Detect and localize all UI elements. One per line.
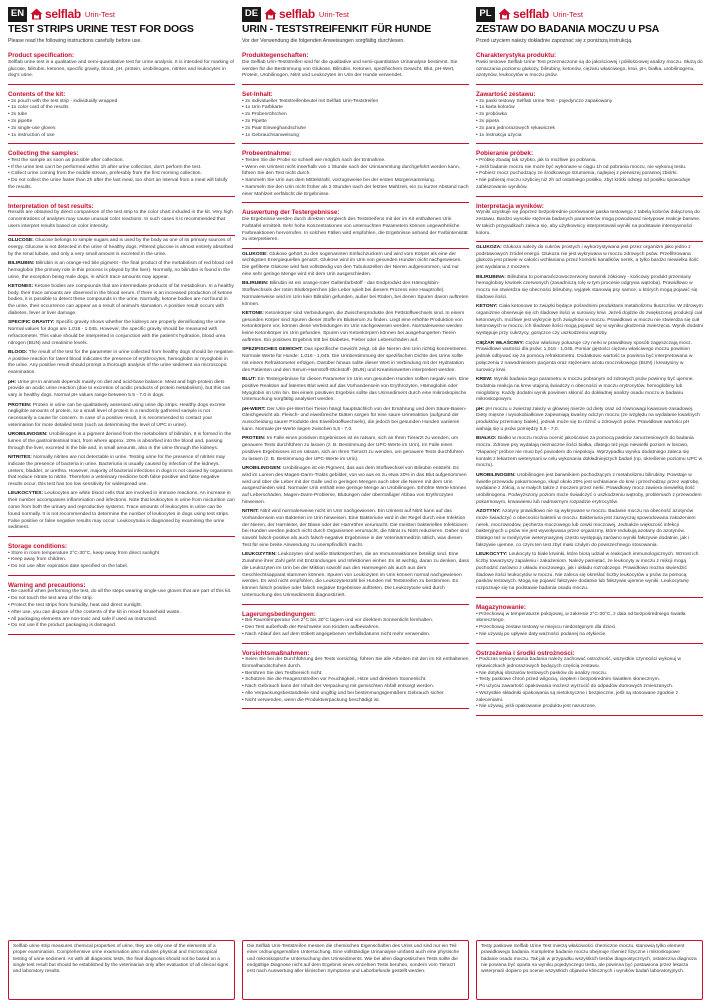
section-heading: Zawartość zestawu: bbox=[476, 91, 536, 99]
parameter-name: NITRIT: bbox=[242, 509, 259, 515]
bullet-item: • Sammeln Sie den Urin nicht früher als 2 Stunden nach der letzten Mahlzeit, ein zu kurzer Abstand nach einer Mahlzeit verfälscht die Ergebnisse. bbox=[242, 185, 469, 199]
bullet-list bbox=[242, 99, 469, 140]
section-divider bbox=[242, 604, 469, 605]
parameter-text: Glukose gehört zu den sogenannten Einfachzuckern und wird vom Körper als eine der wichtigsten Energiequellen genutzt. Glukose wird im Urin von gesunden Hunden nicht nachgewiesen. Die gefilterte Glukose wird fast vollständig von den Tubuluszellen der Nieren aufgenommen, und nur eine sehr geringe Menge wird mit dem Urin ausgeschieden. bbox=[242, 251, 462, 277]
parameter-name: pH: bbox=[8, 379, 17, 385]
section-divider bbox=[8, 575, 235, 576]
bullet-item: • Podczas wykonywania badania należy zachować ostrożność, wszystkie czynności wykonuj w rękawiczkach jednorazowych będących częścią zestawu. bbox=[476, 657, 703, 671]
parameter-text: Bilirubin ist ein orange-roter Gallenfarbstoff - das Endprodukt des Hämoglobin-Stoffwechsels der roten Blutkörperchen (die Leber spielt bei diesem Prozess eine Hauptrolle). Normalerweise wird im Urin kein Bilirubin gefunden, außer bei Rüden, bei denen Spuren davon auftreten können. bbox=[242, 281, 469, 307]
column-en bbox=[8, 6, 235, 1000]
parameter-name: pH: bbox=[476, 406, 485, 412]
section-heading: Vorsichtsmaßnahmen: bbox=[242, 649, 310, 657]
bullet-item: • Berühren Sie den Testbereich nicht. bbox=[242, 671, 469, 678]
parameter-paragraph bbox=[242, 311, 469, 345]
parameter-text: Im Falle eines positiven Ergebnisses ist es ratsam, sich an Ihren Tierarzt zu wenden, um genauere Tests durchführen zu lassen (z. B. Bestimmung der UPC-Werte im Urin). Im Falle eines positiven Ergebnisses ist es ratsam, sich an Ihren Tierarzt zu wenden, um genauere Tests durchführen zu lassen (z. B. Bestimmung der UPC-Werte im Urin). bbox=[242, 436, 464, 462]
bullet-item: • Keep away from children. bbox=[8, 557, 235, 564]
brand-name: selflab bbox=[45, 7, 81, 21]
parameter-name: KETONE: bbox=[242, 310, 264, 316]
bullet-item: • Jeśli badanie moczu nie może być wykonane w ciągu 1h od pobrania moczu, nie wykonuj testu. bbox=[476, 165, 703, 172]
section-divider bbox=[8, 235, 235, 236]
bullet-item: • Testy paskowe chroń przed wilgocią, ciepłem i bezpośrednim światłem słonecznym. bbox=[476, 677, 703, 684]
section-divider bbox=[476, 84, 703, 85]
column-header bbox=[8, 6, 235, 22]
parameter-text: Glukoza należy do cukrów prostych i wykorzystywana jest przez organizm jako jedno z podstawowych źródeł energii. Glukoza nie jest wykrywana w moczu zdrowych psów. Przefiltrowana glukoza jest prawie w całości wchłaniana przez komórki kanalików nerek, a tylko bardzo niewielka ilość jest wydalana z moczem. bbox=[476, 244, 699, 271]
bullet-list bbox=[8, 158, 235, 192]
section-heading: Interpretation of test results: bbox=[8, 202, 94, 210]
bullet-item: • Den Test außerhalb der Reichweite von Kindern aufbewahren. bbox=[242, 625, 469, 632]
section-divider bbox=[242, 202, 469, 203]
bullet-item: • Bei Raumtemperatur von 2°C bis 30°C lagern und vor direktem Sonnenlicht fernhalten. bbox=[242, 618, 469, 625]
parameter-name: BILIRUBIN: bbox=[8, 260, 35, 266]
dog-house-logo-icon bbox=[264, 8, 277, 20]
bullet-item: • 2x single-use gloves bbox=[8, 126, 235, 133]
section-divider bbox=[242, 84, 469, 85]
section-heading: Lagerungsbedingungen: bbox=[242, 610, 316, 618]
bullet-item: • Nie używaj, jeśli opakowanie produktu jest naruszone. bbox=[476, 704, 703, 711]
parameter-name: UROBILINOGEN: bbox=[8, 432, 48, 438]
parameter-text: Urobilinogen ist ein Pigment, das aus dem Stoffwechsel von Bilirubin entsteht. Es wird im Lumen des Magen-Darm-Trakts gebildet, von wo aus es zu etwa 20% in das Blut aufgenommen wird und über die Leber mit der Galle und in geringen Mengen auch über die Nieren mit dem Urin ausgeschieden wird. Normaler Urin enthält eine geringe Menge an Urobilinogen. Erhöhte Werte können auf Leberschäden, Magen-Darm-Probleme, Blutungen oder übermäßiger Abbau von Erythrozyten hinweisen. bbox=[242, 465, 467, 505]
bullet-item: • Po użyciu zawartość opakowania możesz wyrzucić do odpadów domowych zmieszanych. bbox=[476, 684, 703, 691]
parameter-name: LEUKOZYTEN: bbox=[242, 552, 277, 558]
section-divider bbox=[8, 143, 235, 144]
parameter-paragraph bbox=[476, 552, 703, 593]
intro-text: Vor der Verwendung die folgenden Anweisungen sorgfältig durchlesen. bbox=[242, 37, 405, 44]
parameter-text: Nitrit wird normalerweise nicht im Urin nachgewiesen. Ein Urintest auf Nitrit kann auf das Vorhandensein von Bakterien im Urin hinweisen. Eine Bakteriurie wird in der Regel durch eine Infektion der Nieren, der Harnleiter, der Blase oder der Harnröhre verursacht. Die meisten bakteriellen Infektionen bei Hunden werden jedoch nicht durch Organismen verursacht, die Nitrat zu Nitrit reduzieren. Daher sind sowohl falsch-positive als auch falsch-negative Ergebnisse in der Veterinärmedizin üblich, was diesen Test für eine breite Anwendung zu unempfindlich macht. bbox=[242, 509, 469, 548]
parameter-name: BIAŁKO: bbox=[476, 436, 497, 442]
section-text: Die Selflab Urin-Teststreifen sind für die qualitative und semi-quantitative Urinanalyse bestimmt. Sie werden für die Bestimmung von Glukose, Bilirubin, Ketonen, spezifischem Gewicht, Blut, pH-Wert, Protein, Urobilinogen, Nitrit und Leukozyten im Urin der Hunde verwendet. bbox=[242, 59, 458, 79]
bullet-item: • Protect the test strips from humidity, heat and direct sunlight. bbox=[8, 603, 235, 610]
language-code-badge: DE bbox=[242, 7, 261, 22]
footer-disclaimer-box: Testy paskowe Selflab Urine Test mierzą właściwości chemiczne moczu, stanowią tylko element prawidłowego badania. Kompletne badanie moczu obejmuje również fizyczne i mikroskopowe badanie osadu moczu. Tak jak w przypadku wszystkich testów diagnostycznych, ostateczna diagnoza nie powinna być oparta na wyniku pojedynczego testu, ale powinna być postawiona przez lekarza weterynarii dopiero po ocenie wszystkich objawów klinicznych i wyników badań laboratoryjnych. bbox=[476, 940, 703, 1000]
bullet-item: • If the urine test can't be performed within 1h after urine collection, don't perform the test. bbox=[8, 165, 235, 172]
bullet-item: • All packaging elements are non-toxic and safe if used as instructed. bbox=[8, 617, 235, 624]
parameter-text: Leukozyten sind weiße Blutkörperchen, die an Immunreaktionen beteiligt sind. Eine Zunahme ihrer Zahl geht mit Entzündungen und Infektionen einher. Es ist wichtig, daran zu denken, dass die Leukozyten im Urin bei der Miktion sowohl aus den Harnwegen als auch aus dem Geschlechtsapparat stammen können. Spuren von Leukozyten im Urin können normal nachgewiesen werden. Es wird nicht empfohlen, die Leukozytenzahl bei Hunden mit Teststreifen zu bestimmen. Es können falsch positive oder falsch negative Ergebnisse auftreten. Die Leukozyturie wird durch Untersuchung des Urinsediments diagnostiziert. bbox=[242, 552, 469, 598]
column-header bbox=[476, 6, 703, 22]
parameter-text: Protein in urine can be qualitatively assessed using urine dip strips. Healthy dogs excrete negligible amounts of protein, so a small level of protein in a randomly gathered sample is not necessarily a cause for concern. In case of a positive result, it is recommended to contact your veterinarian for more detailed tests (such as determining the level of UPC in urine). bbox=[8, 402, 226, 428]
parameter-paragraph bbox=[242, 466, 469, 507]
section-heading: Product specification: bbox=[8, 52, 75, 60]
parameter-name: SPECIFIC GRAVITY: bbox=[8, 320, 55, 326]
footer-disclaimer-box: Selflab urine strip measures chemical properties of urine, they are only one of the elements of a proper examination. Comprehensive urine examination also includes physical and microscopical testing of urine sediment. As with all diagnostic tests, the final diagnosis should not be based on a single test result but should be established by the veterinarian only after evaluation of all clinical signs and laboratory results. bbox=[8, 940, 235, 1000]
parameter-paragraph bbox=[476, 275, 703, 302]
parameter-name: GLUCOSE: bbox=[8, 238, 34, 244]
parameter-text: pH moczu u zwierząt zależy w głównej mierze od diety oraz od równowagi kwasowo-zasadowej. Diety mięsne i wysokobiałkowe zapewniają kwaśny odczyn moczu (ze względu na wydalanie kwaśnych produktów przemiany białek), jednak może się to różnić u zdrowych psów. Prawidłowe wartości pH wahają się u psów pomiędzy 5,5 - 7,0. bbox=[476, 406, 700, 432]
bullet-list bbox=[242, 158, 469, 199]
bullet-item: • Do not use if the product packaging is damaged. bbox=[8, 623, 235, 630]
parameter-text: Bilirubin is an orange-red bile pigment - the final product of the metabolism of red blood cell hemoglobin (the primary role in this process is played by the liver). Normally, no bilirubin is found in the urine, the exception being male dogs, in which trace amounts may appear. bbox=[8, 260, 233, 280]
bullet-item: • After use, you can dispose of the contents of the kit in mixed household waste. bbox=[8, 610, 235, 617]
parameter-paragraph bbox=[8, 261, 235, 281]
section-divider bbox=[476, 196, 703, 197]
parameter-text: Azotyny prawidłowo nie są wykrywane w moczu. Badanie moczu na obecność azotynów może świadczyć o obecności bakterii w moczu. Bakteriuria jest zazwyczaj spowodowana zakażeniem nerek, moczowodów, pęcherza moczowego lub cewki moczowej. Jednakże większość infekcji bakteryjnych u psów nie jest wywoływana przez organizmy, które redukują azotany do azotynów. Dlatego też w medycynie weterynaryjnej często występują zarówno wyniki fałszywie dodatnie, jak i fałszywie ujemne, co czyni ten test zbyt mało czułym do powszechnego stosowania. bbox=[476, 509, 696, 548]
column-title: TEST STRIPS URINE TEST FOR DOGS bbox=[8, 23, 194, 35]
column-de bbox=[242, 6, 469, 1000]
bullet-item: • Nach Gebrauch kann der Inhalt der Verpackung mit gemischten Abfall entsorgt werden. bbox=[242, 684, 469, 691]
parameter-name: pH-WERT: bbox=[242, 406, 266, 412]
section-text: Paski testowe Selflab Urine Test przeznaczone są do jakościowej i półilościowej analizy moczu. Służą do oznaczania poziomu glukozy, bilirubiny, ketonów, ciężaru właściwego, krwi, pH, białka, urobilinogenu, azotynów, leukocytów w moczu psów. bbox=[476, 59, 703, 79]
section-divider bbox=[242, 643, 469, 644]
bullet-item: • Nie używaj po upływie daty ważności podanej na etykiecie. bbox=[476, 632, 703, 639]
bullet-item: • Alle Verpackungsbestandteile sind ungiftig und bei bestimmungsgemäßem Gebrauch sicher. bbox=[242, 691, 469, 698]
bullet-item: • 1x instruction of use bbox=[8, 133, 235, 140]
bullet-item: • Przechowuj w temperaturze pokojowej, w zakresie 2°C-30°C, z dala od bezpośredniego światła słonecznego. bbox=[476, 612, 703, 626]
column-title: ZESTAW DO BADANIA MOCZU U PSA bbox=[476, 23, 660, 35]
bullet-item: • 2x pipeta bbox=[476, 119, 703, 126]
parameter-text: Ciała ketonowe to związki będące pośrednimi produktami metabolizmu tłuszczów. W zdrowym organizmie obserwuje się ich śladowe ilości w surowicy krwi. Jeżeli dojdzie do zwiększonej produkcji ciał ketonowych, możliwe jest wykrycie tych związków w moczu. Prawidłowo w moczu nie stwierdza się ciał ketonowych w moczu, ich śladowe ilości mogą pojawić się w wyniku głodzenia zwierzęcia. Wynik dodatni występuje przy cukrzycy, gorączce czy uszkodzeniu wątroby. bbox=[476, 304, 703, 337]
brand-name: selflab bbox=[513, 7, 549, 21]
parameter-text: The result of the test for the parameter in urine collected from healthy dogs should be negative. A positive reaction for latent blood indicates the presence of erythrocytes, hemoglobin or myoglobin in the urine. Any positive result should prompt a thorough analysis of the urine sediment via microscopic examination. bbox=[8, 349, 235, 376]
parameter-name: GLUKOSE: bbox=[242, 251, 268, 257]
parameter-name: LEUKOCYTY: bbox=[476, 552, 508, 558]
parameter-text: Ketone bodies are compounds that are intermediate products of fat metabolism. In a healthy body, their trace amounts are observed in the blood serum. If there is an increased production of ketone bodies, it is possible to detect these compounds in the urine. Normally, ketone bodies are not found in the urine, their occurrence can appear as a result of animal's starvation. A positive result occurs with diabetes, fever or liver damage. bbox=[8, 283, 234, 316]
column-body bbox=[476, 52, 703, 940]
bullet-list bbox=[8, 551, 235, 571]
section-text: Results are obtained by direct comparison of the test strip to the color chart included in the kit. Very high concentrations of analytes may cause unusual color reactions. In such cases it is recommended that users interpret results based on color intensity. bbox=[8, 210, 233, 229]
section-heading: Pobieranie próbek: bbox=[476, 150, 534, 158]
bullet-list bbox=[8, 99, 235, 140]
parameter-paragraph bbox=[242, 436, 469, 463]
parameter-paragraph bbox=[8, 432, 235, 452]
section-divider bbox=[8, 84, 235, 85]
parameter-name: SPEZIFISCHES GEWICHT: bbox=[242, 347, 303, 353]
bullet-list bbox=[242, 618, 469, 638]
bullet-item: • Do not use after expiration date specified on the label. bbox=[8, 564, 235, 571]
parameter-paragraph bbox=[242, 407, 469, 434]
parameter-text: Ein Testergebnisse für diesen Parameter im Urin von gesunden Hunden sollten negativ sein. Eine positive Reaktion auf latentes Blut weist auf das Vorhandensein von Erythrozyten, Hämoglobin oder Myoglobin im Urin hin. Bei einem positiven Ergebnis sollte das Urinsediment durch eine mikroskopische Untersuchung sorgfältig analysiert werden. bbox=[242, 377, 469, 403]
language-code-badge: PL bbox=[476, 7, 495, 22]
bullet-item: • Test the sample as soon as possible after collection. bbox=[8, 158, 235, 165]
section-text: Selflab urine test is a qualitative and semi-quantitative test for urine analysis. It is intended for marking of glucose, bilirubin, ketones, specific gravity, blood, pH, protein, urobilinogen, nitrites and leukocytes in dog's urine. bbox=[8, 59, 234, 79]
bullet-list bbox=[476, 99, 703, 140]
section-divider bbox=[476, 715, 703, 716]
section-divider bbox=[476, 241, 703, 242]
bullet-item: • 2x Probenröhrchen bbox=[242, 112, 469, 119]
parameter-name: GLUKOZA: bbox=[476, 244, 502, 250]
parameter-paragraph bbox=[476, 407, 703, 434]
bullet-item: • Pobierz mocz pochodzący ze środkowego strumienia, najlepiej z pierwszej porannej zbiórki. bbox=[476, 171, 703, 178]
bullet-item: • Collect urine coming from the middle stream, preferably from the first morning collection. bbox=[8, 171, 235, 178]
parameter-paragraph bbox=[242, 377, 469, 404]
parameter-text: Ketonkörper sind Verbindungen, die Zwischenprodukte des Fettstoffwechsels sind. In einem gesunden Körper sind Spuren dieser Stoffe im Blutserum zu finden. Liegt eine erhöhte Produktion von Ketonkörpern vor, können diese Verbindungen im Urin nachgewiesen werden. Normalerweise werden keine Ketonkörper im Urin gefunden. Spuren von Ketonkörpern können bei ausgehungerten Tieren auftreten. Ein positives Ergebnis tritt bei Diabetes, Fieber oder Leberschäden auf. bbox=[242, 310, 465, 343]
parameter-paragraph bbox=[476, 304, 703, 338]
bullet-item: • 2x tube bbox=[8, 112, 235, 119]
bullet-item: • Sammeln Sie Urin aus dem Mittelstrahl, vorzugsweise bei der ersten Morgensammlung. bbox=[242, 178, 469, 185]
parameter-text: Leukocyty to białe krwinki, które biorą udział w reakcjach immunologicznych. Wzrost ich liczby towarzyszy zapaleniu i zakażeniom. Należy pamiętać, że leukocyty w moczu z mikcji mogą pochodzić zarówno z układu moczowego, jak i układu rozrodczego. Prawidłowo można stwierdzić śladowe ilości leukocytów w moczu. Nie zaleca się określać liczby leukocytów u psów za pomocą pasków testowych. Mogą się pojawić fałszywie dodatnie lub fałszywie ujemne wyniki. Leukocyturię rozpoznaje się na podstawie badania osadu moczu. bbox=[476, 552, 699, 592]
bullet-item: • Schützen Sie die Reagenzstreifen vor Feuchtigkeit, Hitze und direktem Sonnenlicht. bbox=[242, 677, 469, 684]
bullet-item: • Nicht verwenden, wenn die Produktverpackung beschädigt ist. bbox=[242, 698, 469, 705]
bullet-item: • 2x para jednorazowych rękawiczek bbox=[476, 126, 703, 133]
parameter-paragraph bbox=[242, 252, 469, 279]
parameter-name: AZOTYNY: bbox=[476, 509, 501, 515]
bullet-item: • Do not touch the test area of the strip. bbox=[8, 596, 235, 603]
bullet-list bbox=[476, 612, 703, 639]
parameter-text: Normally nitrites are not detectable in urine. Testing urine for the presence of nitrites may indicate the presence of bacteria in urine. Bacteriuria is usually caused by infection of the kidneys, ureters, bladder, or urethra. However, majority of bacterial infections in dogs is not caused by organisms that reduce nitrate to nitrite. Therefore a veterinary medicine both false positive and false negative results occur, this test has too low sensitivity for widespread use. bbox=[8, 455, 233, 488]
column-header bbox=[242, 6, 469, 22]
parameter-name: KREW: bbox=[476, 377, 493, 383]
bullet-item: • 2x probówka bbox=[476, 112, 703, 119]
bullet-list bbox=[476, 657, 703, 711]
parameter-name: BLOOD: bbox=[8, 349, 28, 355]
parameter-name: BILIRUBINA: bbox=[476, 274, 506, 280]
bullet-item: • Store in room temperature 2°C-30°C, keep away from direct sunlight bbox=[8, 551, 235, 558]
section-heading: Magazynowanie: bbox=[476, 603, 527, 611]
selflab-logo bbox=[498, 7, 583, 21]
section-heading: Charakterystyka produktu: bbox=[476, 52, 557, 60]
parameter-text: Das spezifische Gewicht zeigt, ob die Nieren den Urin richtig konzentrieren. Normale Werte für Hunde: 1,016 - 1,045. Die Urinbestimmung der spezifischen Dichte des Urins sollte mit einem Refraktometer erfolgen. Darüber hinaus sollte dieser Wert in Verbindung mit der Hydratation des Patienten und den Serum-Harnstoff-Stickstoff- (BUN) und Kreatininwerten interpretiert werden. bbox=[242, 347, 468, 373]
parameter-paragraph bbox=[476, 245, 703, 272]
selflab-logo bbox=[264, 7, 349, 21]
section-heading: Auswertung der Testergebnisse: bbox=[242, 209, 340, 217]
parameter-name: UROBILINOGEN: bbox=[476, 472, 516, 478]
parameter-text: Białko w moczu można ocenić jakościowo za pomocą pasków zanurzeniowych do badania moczu. Zdrowe psy wydalają nieznaczne ilości białka, dlatego też jego niewielki poziom w losowo, "złapanej" próbce nie musi być powodem do niepokoju. Wprzypadku wyniku dodatniego zaleca się kontakt z lekarzem weterynarii w celu wykonania dokładniejszych badań (np. określenie poziomu UPC w moczu). bbox=[476, 436, 703, 469]
bullet-item: • Nie dotykaj obszarów testowych pasków do analizy moczu. bbox=[476, 671, 703, 678]
bullet-item: • 1x Urin Farbkarte bbox=[242, 105, 469, 112]
footer-disclaimer-box: Die Selflab Urin-Teststreifen messen die chemischen Eigenschaften des Urins und sind nur ein Teil einer ordnungsgemäßen Untersuchung. Eine vollständige Urinanalyse umfasst auch eine physische und mikroskopische Untersuchung des Urinsediments. Wie bei allen diagnostischen Tests sollte die endgültige Diagnose nicht auf dem Ergebnis eines einzelnen Tests beruhen, sondern vom Tierarzt erst nach Auswertung aller klinischen Symptome und Laborbefunde gestellt werden. bbox=[242, 940, 469, 1000]
bullet-item: • 1x instrukcja użycia bbox=[476, 133, 703, 140]
bullet-item: • 1x karta kolorów bbox=[476, 105, 703, 112]
parameter-name: KETONES: bbox=[8, 283, 34, 289]
parameter-text: Urobilinogen jest barwnikiem pochodzącym z metabolizmu bilirubiny. Powstaje w świetle przewodu pokarmowego, skąd około 20% jest wchłaniane do krwi i przechodząc przez wątrobę, wydalane z żółcią, a w małych także z moczem przez nerki. Prawidłowy mocz zawiera niewielką ilość urobilinogenu. Podwyższony poziom może świadczyć o uszkodzeniu wątroby, problemach z przewodem pokarmowym, krwawieniu lub nadmiernym rozpadzie erytrocytów. bbox=[476, 472, 702, 505]
bullet-item: • Seien Sie bei der Durchführung des Tests vorsichtig, führen Sie alle Arbeiten mit den im Kit enthaltenen Einmalhandschuhen durch. bbox=[242, 657, 469, 671]
parameter-text: Urine pH in animals depends mainly on diet and acid-base balance. Meat and high-protein diets provide an acidic urine reaction (due to excretion of acidic products of protein metabolism), but this can vary in healthy dogs. Normal pH values range between 5.5 - 7.0 in dogs. bbox=[8, 379, 231, 399]
bullet-item: • 2x pipette bbox=[8, 119, 235, 126]
language-code-badge: EN bbox=[8, 7, 27, 22]
brand-name: selflab bbox=[279, 7, 315, 21]
parameter-paragraph bbox=[476, 341, 703, 375]
brand-subtitle: Urin-Test bbox=[318, 9, 349, 19]
dog-house-logo-icon bbox=[30, 8, 43, 20]
parameter-paragraph bbox=[8, 320, 235, 347]
bullet-item: • Wenn ein Urintest nicht innerhalb von 1 Stunde nach der Urinsammlung durchgeführt werden kann, führen Sie den Test nicht durch. bbox=[242, 165, 469, 179]
selflab-logo bbox=[30, 7, 115, 21]
parameter-name: NITRITES: bbox=[8, 455, 32, 461]
bullet-item: • 1x color card of the results bbox=[8, 105, 235, 112]
parameter-name: BLUT: bbox=[242, 377, 257, 383]
brand-subtitle: Urin-Test bbox=[84, 9, 115, 19]
bullet-item: • Testen Sie die Probe so schnell wie möglich nach der Entnahme. bbox=[242, 158, 469, 165]
parameter-text: Glucose belongs to simple sugars and is used by the body as one of its primary sources of energy. Glucose is not detected in the urine of healthy dogs. Filtered glucose is almost entirely absorbed by the renal tubule, and only a very small amount is excreted in the urine. bbox=[8, 238, 234, 257]
section-heading: Collecting the samples: bbox=[8, 150, 79, 158]
bullet-item: • Przechowuj zestaw testowy w miejscu niedostępnym dla dzieci. bbox=[476, 625, 703, 632]
column-title: URIN - TESTSTREIFENKIT FÜR HUNDE bbox=[242, 23, 432, 35]
parameter-paragraph bbox=[8, 455, 235, 489]
bullet-item: • Wszystkie składniki opakowania są nietoksyczne i bezpieczne, jeśli są stosowane zgodnie z zaleceniami. bbox=[476, 691, 703, 705]
parameter-name: PROTEIN: bbox=[242, 436, 266, 442]
bullet-item: • 2x individueller Teststreifenbeutel mit Selflab Urin-Teststreifen bbox=[242, 99, 469, 106]
bullet-item: • 2x pouch with the test strip - individually wrapped bbox=[8, 99, 235, 106]
parameter-paragraph bbox=[8, 284, 235, 318]
section-divider bbox=[476, 143, 703, 144]
section-divider bbox=[8, 196, 235, 197]
parameter-paragraph bbox=[8, 350, 235, 377]
bullet-list bbox=[8, 589, 235, 630]
parameter-name: UROBILINOGEN: bbox=[242, 465, 282, 471]
section-text: Die Ergebnisse werden durch direkten Vergleich des Teststreifens mit der im Kit enthaltenen Urin Farbtafel ermittelt. Sehr hohe Konzentrationen von untersuchten Parametern können ungewöhnliche Farbreaktionen hervorrufen. In solchen Fällen wird empfohlen, die Ergebnisse anhand der Farbintensität zu interpretieren. bbox=[242, 216, 468, 243]
section-heading: Probeentnahme: bbox=[242, 150, 292, 158]
parameter-paragraph bbox=[476, 509, 703, 550]
column-body bbox=[8, 52, 235, 940]
parameter-text: Urobilinogen is a pigment derived from the metabolism of bilirubin. It is formed in the lumen of the gastrointestinal tract, from where approx. 20% is absorbed into the blood and, passing through the liver, excreted in the bile and, in small amounts, also in the urine through the kidneys. bbox=[8, 432, 232, 451]
parameter-name: BILIRUBIN: bbox=[242, 281, 269, 287]
parameter-text: Ciężar właściwy pokazuje czy nerki w prawidłowy sposób zagęszczają mocz. Prawidłowe wartości dla psów: 1,016 - 1,045. Pomiar gęstości ciężaru właściwego moczu powinien jednak odbywać się za pomocą refraktometru. Dodatkowo wartość ta powinna być interpretowana w połączeniu z nawodnieniem pacjenta oraz stężeniem azotu mocznikowego (BUN) i kreatyniny w surowicy krwi. bbox=[476, 340, 693, 373]
intro-text: Please read the following instructions carefully before use. bbox=[8, 37, 142, 44]
section-heading: Interpretacja wyników: bbox=[476, 202, 544, 210]
bullet-item: • 2x paski testowy Selflab Urine Test - pojedynczo zapakowany bbox=[476, 99, 703, 106]
parameter-paragraph bbox=[242, 347, 469, 374]
intro-text: Przed użyciem należy dokładnie zapoznać się z poniższą instrukcją. bbox=[476, 37, 633, 44]
parameter-paragraph bbox=[242, 509, 469, 550]
section-divider bbox=[8, 536, 235, 537]
bullet-item: • Be careful when performing the test, do all the steps wearing single-use gloves that are part of this kit. bbox=[8, 589, 235, 596]
parameter-paragraph bbox=[242, 552, 469, 599]
bullet-item: • Nach Ablauf des auf dem Etikett angegebenen Verfallsdatums nicht mehr verwenden. bbox=[242, 632, 469, 639]
column-body bbox=[242, 52, 469, 940]
section-heading: Produktegenschaften: bbox=[242, 52, 309, 60]
parameter-paragraph bbox=[476, 473, 703, 507]
bullet-item: • 2x Paar Einweghandschuhe bbox=[242, 126, 469, 133]
section-heading: Contents of the kit: bbox=[8, 91, 66, 99]
parameter-text: Wyniki badania tego parametru w moczu pobranym od zdrowych psów powinny być ujemne. Dodatnia reakcja na krew utajoną świadczy o obecności w moczu erytrocytów, hemoglobiny lub mioglobiny. Każdy dodatni wynik powinien skłonić do dokładnej analizy osadu moczu w badaniu mikroskopowym. bbox=[476, 377, 694, 403]
section-text: Wyniki uzyskuje się poprzez bezpośrednie porównanie paska testowego z tabelą kolorów dołączoną do zestawu. Bardzo wysokie stężenia badanych parametrów mogą powodować nietypowe reakcje barwne. W takich przypadkach zaleca się, aby użytkownicy interpretowali wyniki na podstawie intensywności koloru. bbox=[476, 210, 701, 236]
parameter-name: LEUKOCYTES: bbox=[8, 491, 44, 497]
bullet-item: • Nie pobieraj moczu szybciej niż 2h od ostatniego posiłku, zbyt krótki odstęp od posiłku spowoduje zafałszowanie wyników. bbox=[476, 178, 703, 192]
parameter-name: KETONY: bbox=[476, 304, 498, 310]
section-heading: Storage conditions: bbox=[8, 543, 68, 551]
parameter-text: Der Urin-pH-Wert bei Tieren hängt hauptsächlich von der Ernährung und dem Säure-Basen-Gleichgewicht ab. Fleisch- und eiweißreiche Diäten sorgen für eine saure Urinreaktion (aufgrund der Ausscheidung saurer Produkte des Eiweißstoffwechsels), die jedoch bei gesunden Hunden variieren kann. Normale pH-Werte liegen zwischen 5,5 - 7,0. bbox=[242, 406, 467, 432]
bullet-item: • 2x Pipette bbox=[242, 119, 469, 126]
parameter-paragraph bbox=[8, 403, 235, 430]
parameter-paragraph bbox=[242, 281, 469, 308]
section-divider bbox=[242, 143, 469, 144]
section-divider bbox=[8, 634, 235, 635]
parameter-text: Bilirubina to pomarańczowoczerwony barwnik żółciowy - końcowy produkt przemiany hemoglobiny krwinek czerwonych (zasadniczą rolę w tym procesie odgrywa wątroba). Prawidłowo w moczu nie stwierdza się obecności bilirubiny, wyjątek stanowią psy samce, u których mogą pojawić się śladowe ilości. bbox=[476, 274, 698, 300]
parameter-paragraph bbox=[8, 380, 235, 400]
brand-subtitle: Urin-Test bbox=[552, 9, 583, 19]
section-heading: Warning and precautions: bbox=[8, 581, 86, 589]
bullet-item: • 1x Gebrauchsanweisung bbox=[242, 133, 469, 140]
parameter-paragraph bbox=[8, 491, 235, 532]
parameter-text: Leukocytes are white blood cells that are involved in immune reactions. An increase in their number accompanies inflammation and infections. Note that leukocytes in urine from micturition can come from both the urinary and reproductive systems. Trace amounts of leukocytes in urine can be found normally. It is not recommended to determine the number of leukocytes in dogs using test strips. False positive or false negative results may occur. Leukocyturia is diagnosed by examining the urine sediment. bbox=[8, 491, 235, 531]
bullet-list bbox=[476, 158, 703, 192]
section-heading: Ostrzeżenia i środki ostrożności: bbox=[476, 649, 575, 657]
section-divider bbox=[476, 597, 703, 598]
section-divider bbox=[476, 643, 703, 644]
section-divider bbox=[242, 248, 469, 249]
bullet-item: • Próbkę zbadaj tak szybko, jak to możliwe po pobraniu. bbox=[476, 158, 703, 165]
parameter-paragraph bbox=[8, 238, 235, 258]
parameter-paragraph bbox=[476, 377, 703, 404]
parameter-text: Specific gravity shows whether the kidneys are properly densificating the urine. Normal values for dogs are 1.016 - 1.045. However, the specific gravity should be measured with refractometer. This value should be interpreted in conjunction with the patient's hydration, blood urea nitrogen (BUN) and creatinine levels. bbox=[8, 320, 227, 346]
section-heading: Set-Inhalt: bbox=[242, 91, 273, 99]
parameter-name: PROTEIN: bbox=[8, 402, 32, 408]
section-divider bbox=[242, 708, 469, 709]
parameter-paragraph bbox=[476, 436, 703, 470]
dog-house-logo-icon bbox=[498, 8, 511, 20]
column-pl bbox=[476, 6, 703, 1000]
bullet-item: • Do not collect the urine faster than 2h after the last meal, too short an interval from a meal will falsify the results. bbox=[8, 178, 235, 192]
bullet-list bbox=[242, 657, 469, 704]
parameter-name: CIĘŻAR WŁAŚCIWY: bbox=[476, 340, 524, 346]
